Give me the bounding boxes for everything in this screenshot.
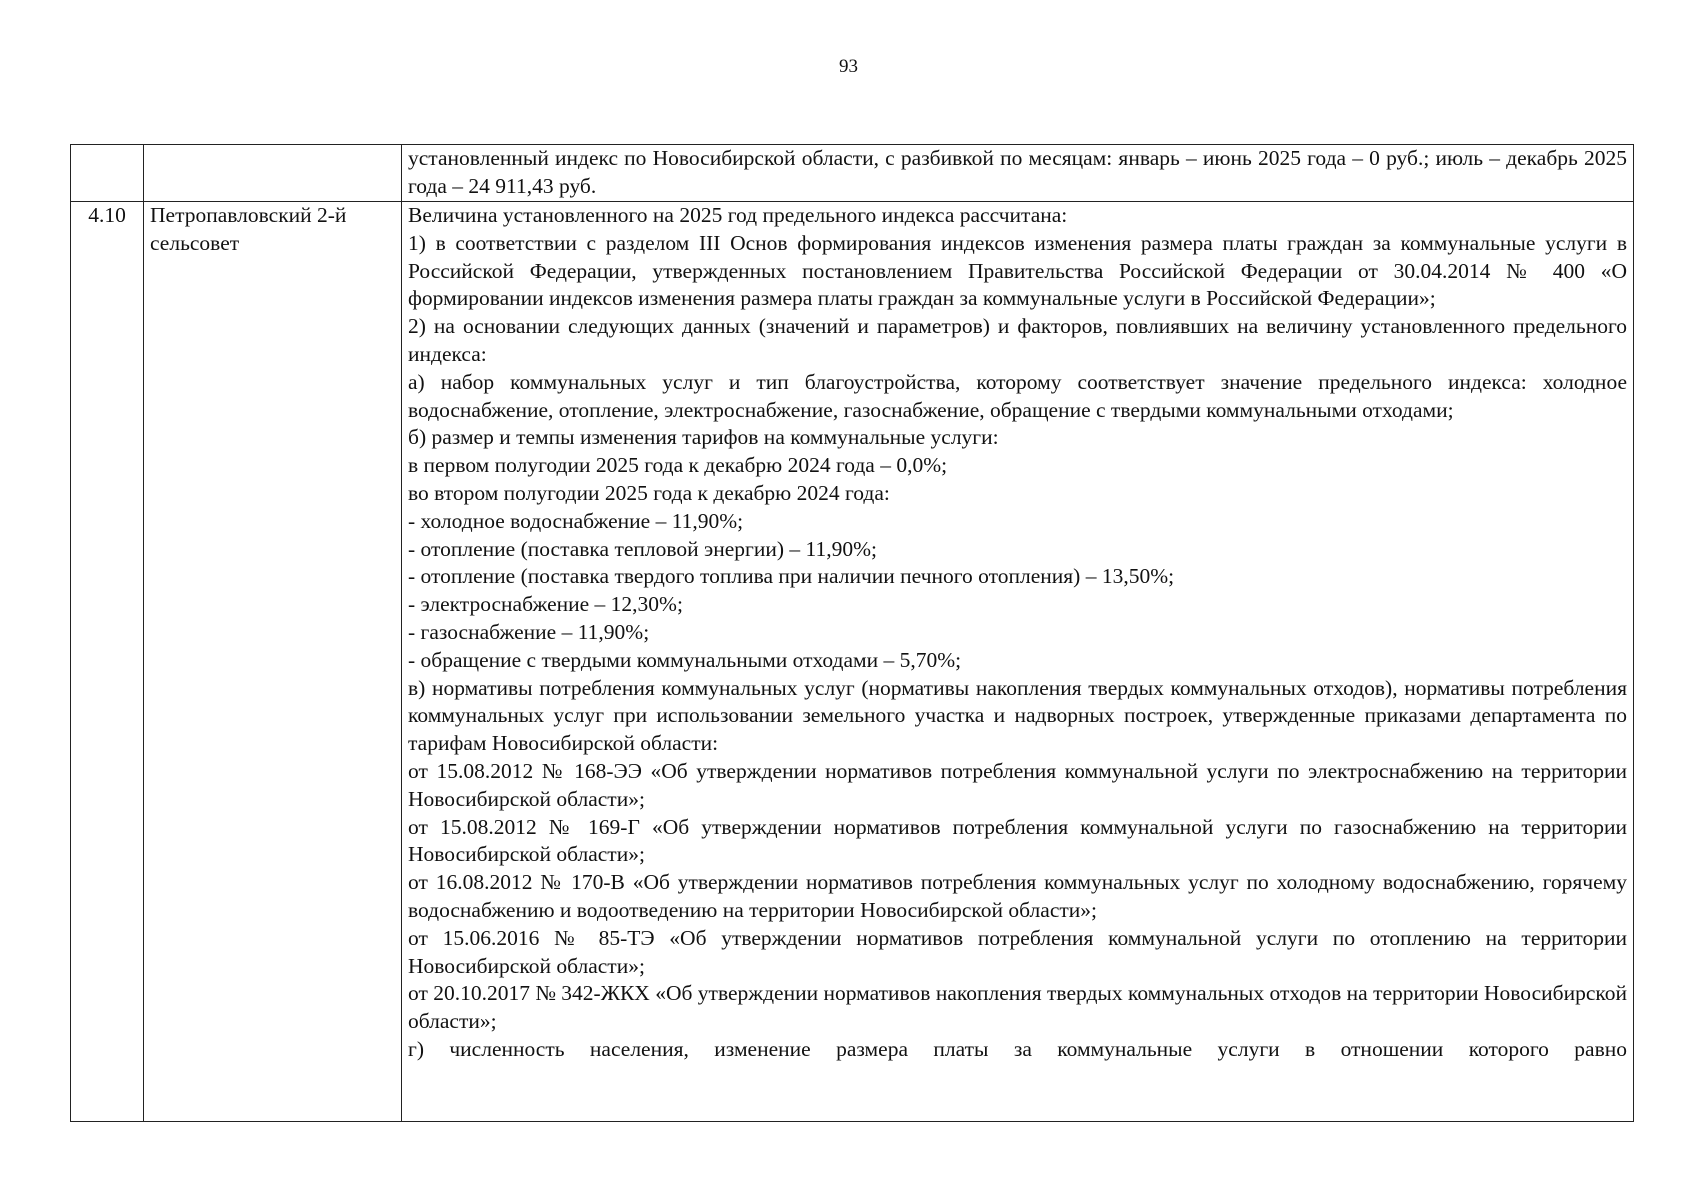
justification-paragraph: б) размер и темпы изменения тарифов на коммунальные услуги: bbox=[408, 425, 999, 450]
justification-paragraph: от 15.08.2012 № 168-ЭЭ «Об утверждении нормативов потребления коммунальной услуги по электроснабжению на территории Новосибирской области»; bbox=[408, 758, 1627, 811]
justification-paragraph: 1) в соответствии с разделом III Основ формирования индексов изменения размера платы граждан за коммунальные услуги в Российской Федерации, утвержденных постановлением Правительства Российской Федерации от 30.04.2014 № 400 «О формировании индексов изменения размера платы граждан за коммунальные услуги в Российской Федерации»; bbox=[408, 230, 1627, 311]
justification-paragraph: 2) на основании следующих данных (значений и параметров) и факторов, повлиявших на величину установленного предельного индекса: bbox=[408, 314, 1627, 366]
justification-paragraph: - обращение с твердыми коммунальными отходами – 5,70%; bbox=[408, 647, 962, 672]
municipality-name-cell: Петропавловский 2-й сельсовет bbox=[144, 202, 402, 1122]
municipality-name-cell bbox=[144, 145, 402, 202]
justification-paragraph: - отопление (поставка тепловой энергии) – 11,90%; bbox=[408, 536, 877, 561]
justification-paragraph: от 20.10.2017 № 342-ЖКХ «Об утверждении нормативов накопления твердых коммунальных отходов на территории Новосибирской области»; bbox=[408, 981, 1627, 1034]
justification-paragraphs bbox=[408, 202, 1627, 1036]
justification-paragraph: в) нормативы потребления коммунальных услуг (нормативы накопления твердых коммунальных отходов), нормативы потребления коммунальных услуг при использовании земельного участка и надворных построек, утвержденные приказами департамента по тарифам Новосибирской области: bbox=[408, 675, 1627, 756]
justification-paragraph: - электроснабжение – 12,30%; bbox=[408, 592, 683, 617]
row-number-cell bbox=[71, 145, 144, 202]
row-number-cell: 4.10 bbox=[71, 202, 144, 1122]
justification-cell bbox=[402, 145, 1634, 202]
justification-cell bbox=[402, 202, 1634, 1122]
justification-paragraph: а) набор коммунальных услуг и тип благоустройства, которому соответствует значение предельного индекса: холодное водоснабжение, отопление, электроснабжение, газоснабжение, обращение с твердыми коммунальными отходами; bbox=[408, 369, 1627, 422]
table-row-4-10 bbox=[71, 202, 1634, 1122]
justification-paragraph: - холодное водоснабжение – 11,90%; bbox=[408, 508, 744, 533]
justification-paragraph: Величина установленного на 2025 год предельного индекса рассчитана: bbox=[408, 203, 1068, 227]
justification-paragraph: - газоснабжение – 11,90%; bbox=[408, 619, 650, 644]
justification-paragraph: от 15.06.2016 № 85-ТЭ «Об утверждении нормативов потребления коммунальной услуги по отоплению на территории Новосибирской области»; bbox=[408, 925, 1627, 978]
justification-paragraph: от 15.08.2012 № 169-Г «Об утверждении нормативов потребления коммунальной услуги по газоснабжению на территории Новосибирской области»; bbox=[408, 814, 1627, 867]
justification-paragraph: установленный индекс по Новосибирской области, с разбивкой по месяцам: январь – июнь 2025 года – 0 руб.; июль – декабрь 2025 года – 24 911,43 руб. bbox=[408, 146, 1627, 198]
justification-paragraph: от 16.08.2012 № 170-В «Об утверждении нормативов потребления коммунальных услуг по холодному водоснабжению, горячему водоснабжению и водоотведению на территории Новосибирской области»; bbox=[408, 870, 1627, 922]
justification-paragraph: - отопление (поставка твердого топлива при наличии печного отопления) – 13,50%; bbox=[408, 564, 1175, 589]
justification-paragraph: во втором полугодии 2025 года к декабрю 2024 года: bbox=[408, 480, 890, 505]
page-number: 93 bbox=[839, 56, 858, 77]
index-table bbox=[70, 144, 1634, 1122]
justification-paragraph-last: г) численность населения, изменение размера платы за коммунальные услуги в отношении которого равно bbox=[408, 1036, 1627, 1061]
justification-paragraph: в первом полугодии 2025 года к декабрю 2024 года – 0,0%; bbox=[408, 453, 948, 478]
table-row-continuation bbox=[71, 145, 1634, 202]
